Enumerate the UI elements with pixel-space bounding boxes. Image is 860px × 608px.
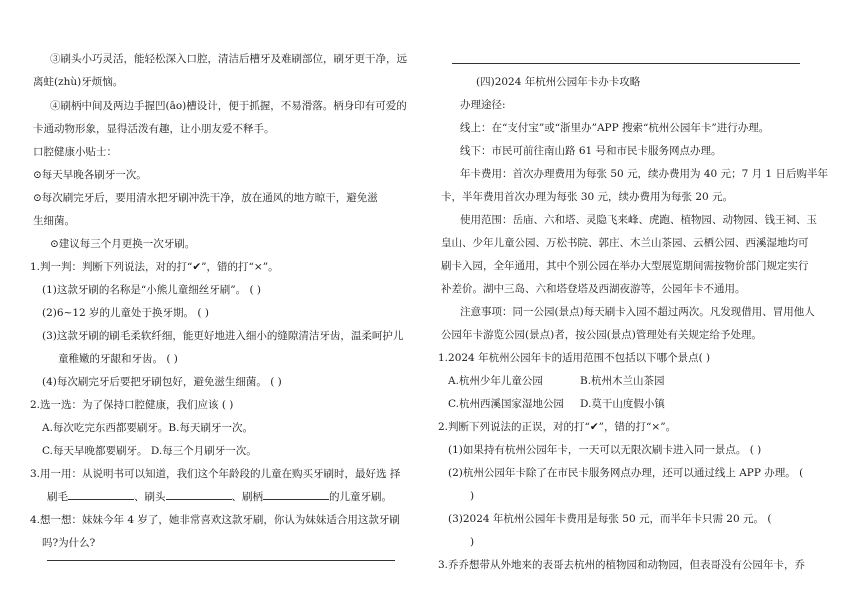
q3-part-3: 、刷柄 — [231, 491, 263, 503]
notes-line-1: 注意事项：同一公园(景点)每天刷卡入园不超过两次。凡发现借用、冒用他人 — [460, 306, 815, 318]
q1-item-2: (2)6~12 岁的儿童处于换牙期。 ( ) — [42, 307, 209, 319]
method-online: 线上：在“支付宝”或“浙里办”APP 搜索“杭州公园年卡”进行办理。 — [460, 122, 770, 134]
q2-stem: 2.选一选：为了保持口腔健康，我们应该 ( ) — [30, 399, 234, 411]
q3-part-4: 的儿童牙刷。 — [329, 491, 392, 503]
r-q2-item-1: (1)如果持有杭州公园年卡，一天可以无限次刷卡进入同一景点。 ( ) — [448, 444, 762, 456]
tip-1: ⊙每天早晚各刷牙一次。 — [33, 169, 147, 181]
r-q1-option-a: A.杭州少年儿童公园 — [448, 375, 543, 387]
r-q1-stem: 1.2024 年杭州公园年卡的适用范围不包括以下哪个景点( ) — [438, 352, 711, 364]
q3-blank-head[interactable] — [166, 490, 232, 500]
q1-item-1: (1)这款牙刷的名称是“小熊儿童细丝牙刷”。 ( ) — [42, 284, 261, 296]
intro-line-4: 卡通动物形象，显得活泼有趣，让小朋友爱不释手。 — [33, 123, 275, 135]
q3-stem: 3.用一用：从说明书可以知道，我们这个年龄段的儿童在购买牙刷时，最好选 择 — [30, 468, 401, 480]
method-offline: 线下：市民可前往南山路 61 号和市民卡服务网点办理。 — [460, 145, 722, 157]
q3-blank-handle[interactable] — [263, 490, 329, 500]
method-label: 办理途径: — [460, 99, 506, 111]
intro-line-2: 离蛀(zhù)牙烦恼。 — [33, 76, 124, 88]
r-q2-item-3-paren: ) — [470, 536, 475, 548]
r-q2-item-2: (2)杭州公园年卡除了在市民卡服务网点办理，还可以通过线上 APP 办理。 ( — [448, 467, 804, 479]
scope-line-1: 使用范围：岳庙、六和塔、灵隐飞来峰、虎跑、植物园、动物园、钱王祠、玉 — [460, 214, 817, 226]
q4-stem-cont: 吗?为什么? — [42, 537, 96, 549]
notes-line-2: 公园年卡游览公园(景点)者，按公园(景点)管理处有关规定给予处理。 — [441, 329, 762, 341]
q1-item-3: (3)这款牙刷的刷毛柔软纤细，能更好地进入细小的缝隙清洁牙齿，温柔呵护儿 — [42, 330, 404, 342]
scope-line-3: 刷卡入园，全年通用，其中个别公园在举办大型展览期间需按物价部门规定实行 — [441, 260, 809, 272]
intro-line-1: ③刷头小巧灵活，能轻松深入口腔，清洁后槽牙及难刷部位，刷牙更干净，远 — [50, 53, 407, 65]
fee-line-1: 年卡费用：首次办理费用为每张 50 元，续办费用为 40 元；7 月 1 日后购半年 — [460, 168, 828, 180]
r-q1-option-c: C.杭州西溪国家湿地公园 — [448, 398, 564, 410]
q3-blank-bristle[interactable] — [68, 490, 134, 500]
q1-item-3-cont: 童稚嫩的牙龈和牙齿。 ( ) — [58, 353, 178, 365]
r-q2-stem: 2.判断下列说法的正误，对的打“✔”，错的打“×”。 — [438, 421, 677, 433]
q2-options-ab: A.每次吃完东西都要刷牙。B.每天刷牙一次。 — [42, 422, 253, 434]
q1-item-4: (4)每次刷完牙后要把牙刷包好，避免滋生细菌。 ( ) — [42, 376, 282, 388]
r-q2-item-2-paren: ) — [470, 490, 475, 502]
q4-answer-line[interactable] — [47, 560, 395, 561]
q2-options-cd: C.每天早晚都要刷牙。 D.每三个月刷牙一次。 — [42, 445, 257, 457]
section-title: (四)2024 年杭州公园年卡办卡攻略 — [476, 76, 641, 88]
q4-stem: 4.想一想：妹妹今年 4 岁了，她非常喜欢这款牙刷，你认为妹妹适合用这款牙刷 — [30, 514, 400, 526]
q3-fill-line — [47, 490, 392, 504]
r-q2-item-3: (3)2024 年杭州公园年卡费用是每张 50 元，而半年卡只需 20 元。 ( — [448, 513, 772, 525]
q3-part-2: 、刷头 — [134, 491, 166, 503]
q1-stem: 1.判一判：判断下列说法，对的打“✔”，错的打“×”。 — [30, 261, 279, 273]
scope-line-2: 皇山、少年儿童公园、万松书院、郭庄、木兰山茶园、云栖公园、西溪湿地均可 — [441, 237, 809, 249]
r-q1-option-d: D.莫干山度假小镇 — [580, 398, 665, 410]
r-q1-option-b: B.杭州木兰山茶园 — [580, 375, 665, 387]
tip-2: ⊙每次刷完牙后，要用清水把牙刷冲洗干净，放在通风的地方晾干，避免滋 — [33, 192, 378, 204]
answer-line-top[interactable] — [452, 63, 800, 64]
q3-part-1: 刷毛 — [47, 491, 68, 503]
tip-3: ⊙建议每三个月更换一次牙刷。 — [50, 238, 196, 250]
fee-line-2: 卡，半年费用首次办理为每张 30 元，续办费用为每张 20 元。 — [441, 191, 734, 203]
r-q3-stem: 3.乔乔想带从外地来的表哥去杭州的植物园和动物园，但表哥没有公园年卡，乔 — [438, 559, 806, 571]
intro-line-3: ④刷柄中间及两边手握凹(āo)槽设计，便于抓握，不易滑落。柄身印有可爱的 — [50, 100, 407, 112]
tips-title: 口腔健康小贴士： — [33, 146, 117, 158]
scope-line-4: 补差价。湖中三岛、六和塔登塔及西湖夜游等，公园年卡不通用。 — [441, 283, 746, 295]
tip-2-cont: 生细菌。 — [33, 215, 75, 227]
